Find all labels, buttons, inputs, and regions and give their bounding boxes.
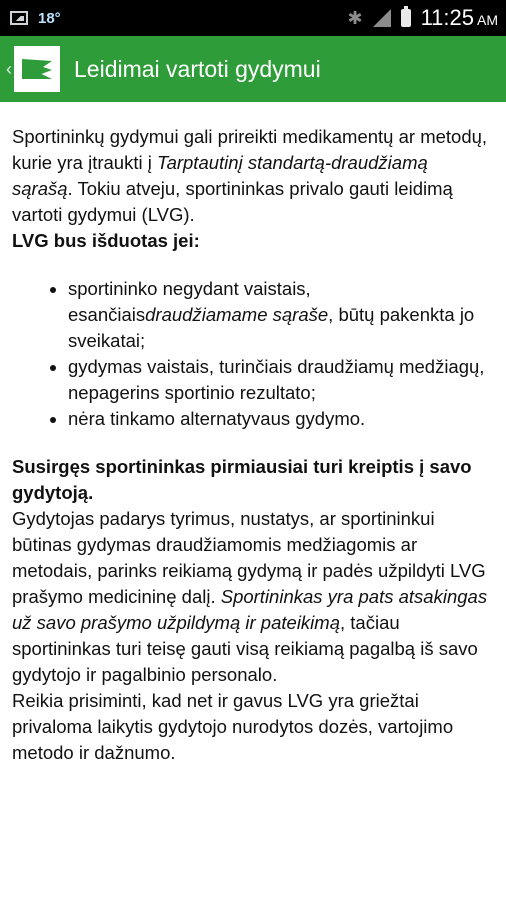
- conditions-list: [12, 276, 492, 432]
- intro-text-end: . Tokiu atveju, sportininkas privalo gauti leidimą vartoti gydymui (LVG).: [12, 178, 453, 225]
- status-bar: [0, 0, 506, 36]
- app-bar: [0, 36, 506, 102]
- list-item: • gydymas vaistais, turinčiais draudžiamų medžiagų, nepagerins sportinio rezultato;: [68, 354, 492, 406]
- battery-icon: [401, 9, 411, 27]
- lvg-heading: LVG bus išduotas jei:: [12, 230, 200, 251]
- list-item: [68, 276, 492, 354]
- clock-ampm: AM: [477, 12, 498, 28]
- back-chevron-icon[interactable]: ‹: [6, 58, 12, 79]
- article-content: [0, 102, 506, 766]
- intro-italic-text: Tarptautinį standartą-draudžiamą sąrašą: [12, 152, 428, 199]
- doctor-paragraph: [12, 506, 492, 688]
- bullet-text: sportininko negydant vaistais, esančiais: [68, 278, 311, 325]
- sick-athlete-heading: Susirgęs sportininkas pirmiausiai turi kreiptis į savo gydytoją.: [12, 456, 472, 503]
- signal-icon: [373, 9, 391, 27]
- app-logo[interactable]: [14, 46, 60, 92]
- responsibility-text: , tačiau sportininkas turi teisę gauti visą reikiamą pagalbą iš savo gydytojo ir pagalbinio personalo.: [12, 612, 478, 685]
- bullet-text-end: , būtų pakenkta jo sveikatai;: [68, 304, 475, 351]
- intro-paragraph: [12, 124, 492, 228]
- temperature-label: 18°: [38, 9, 61, 27]
- image-icon: [10, 11, 28, 25]
- bluetooth-icon: ✱: [347, 7, 363, 28]
- doctor-text: Gydytojas padarys tyrimus, nustatys, ar sportininkui būtinas gydymas draudžiamomis medžiagomis ar metodais, parinks reikiamą gydymą ir padės užpildyti LVG prašymo medicininę dalį.: [12, 508, 486, 607]
- clock: [421, 5, 498, 31]
- responsibility-italic-text: Sportininkas yra pats atsakingas už savo prašymo užpildymą ir pateikimą: [12, 586, 488, 633]
- flag-logo-icon: [22, 59, 52, 79]
- intro-text: Sportininkų gydymui gali prireikti medikamentų ar metodų, kurie yra įtraukti į: [12, 126, 488, 173]
- reminder-paragraph: Reikia prisiminti, kad net ir gavus LVG yra griežtai privaloma laikytis gydytojo nurodytos dozės, vartojimo metodo ir dažnumo.: [12, 690, 454, 763]
- page-title: Leidimai vartoti gydymui: [74, 55, 321, 82]
- clock-time: 11:25: [420, 5, 474, 30]
- bullet-italic-text: draudžiamame sąraše: [145, 304, 329, 325]
- list-item: • nėra tinkamo alternatyvaus gydymo.: [68, 406, 492, 432]
